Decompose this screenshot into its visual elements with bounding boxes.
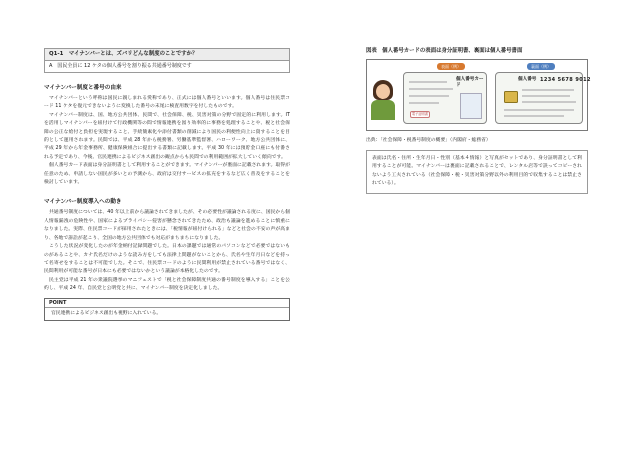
qa-answer: A 国民全員に 12 ケタの個人番号を割り振る共通番号制度です (49, 63, 192, 69)
person-illustration-icon (376, 84, 390, 99)
back-card-title: 個人番号 (518, 77, 537, 82)
back-card-illustration (495, 72, 591, 124)
section2-paragraph-3: 民主党は平成 21 年の衆議院選挙のマニフェストで「税と社会保障制度共通の番号制度を導入する」ことを公約し、平成 24 年、自民党と公明党と共に、マイナンバー制度を決定化しました。 (44, 277, 290, 292)
figure-note-text: 表面は氏名・住所・生年月日・性別（基本４情報）と写真がセットであり、身分証明書として利用することが可能。マイナンバーは裏面に記載されることで、レンタル店等で誤ってコピーされないよう工夫されている（社会保障・税・災害対策分野以外の利用目的で収集することは禁止されている）。 (372, 156, 582, 187)
person-body (371, 100, 395, 120)
qa-question: Q1-1 マイナンバーとは、ズバリどんな制度のことですか？ (45, 49, 289, 61)
section1-paragraph-2: マイナンバー制度は、国、地方公共団体、民間で、社会保障、税、災害対策の分野で固定的に利用します。IT を活用しマイナンバーを紐付けて行政機関等の間で情報連携を図り効率的に事務を処理することや、税と社会保障の公正な給付と負担を実現すること、手続簡素化や添付書類の削減により国民の利便性向上に資することを目的として運用されます。民間では、平成 28 年から税務署、労働基準監督署、ハローワーク、地方公共団体に、平成 29 年から年金事務所、健康保険組合に提出する書類に記載します。平成 30 年には預貯金口座にも付番される予定であり、今後、官民連携によるビジネス創出の観点からも民間での利用範囲が拡大していく傾向です。 (44, 112, 290, 160)
point-title: POINT (45, 299, 289, 308)
point-box (44, 298, 290, 321)
qa-box (44, 48, 290, 73)
figure-note-box (366, 150, 588, 194)
front-card-illustration (403, 72, 487, 124)
front-card-title: 個人番号カード (456, 77, 484, 88)
front-label-badge: 表面（例） (437, 63, 465, 70)
ic-chip-icon (504, 91, 518, 103)
section2-paragraph-1: 共通番号制度については、40 年以上前から議論されてきましたが、その必要性が議論される度に、国民から個人情報漏洩の危険性や、国家によるプライバシー侵害が懸念されてきたため、政治も議論を進めることに慎重になりました。実際、住民票コードが採用されたときには、「税情報が紐付けられる」などと社会の不安の声が高まり、各地で訴訟が起こり、全国の地方公共団体でも対応がまちまちになりました。 (44, 210, 290, 241)
back-card-number: 1234 5678 9012 (540, 77, 591, 83)
stamp-badge: 電子証明書 (412, 112, 428, 116)
section1-paragraph-3: 個人番号カード表面は身分証明書として利用することができます。マイナンバーが裏面に記載されます。取得が任意のため、申請しない国民が多いとの予測から、政府は交付サービスの拡充をするなど広く普及をすることを検討しています。 (44, 163, 290, 186)
section2-paragraph-2: こうした状況が変化したのが年金納付記録問題でした。日本の課題では通常のパソコンなどで必要ではないものがあることや、カナ氏名だけのような読み方をしても法律上問題がないことから、氏名や生年月日などを持って名寄せをすることは不可能でした。そこで、住民票コードのように民間利用が禁止されている番号ではなく、民間利用が可能な番号が日本にも必要ではないかという議論が本格化したのです。 (44, 244, 290, 275)
figure-source: 出典：「社会保障・税番号制度の概要」（内閣府・総務省） (366, 138, 491, 143)
card-figure (366, 59, 591, 131)
section-heading-origin: マイナンバー制度と番号の由来 (44, 85, 122, 91)
section-heading-introduction: マイナンバー制度導入への動き (44, 199, 122, 206)
right-page (320, 0, 640, 452)
back-label-badge: 裏面（例） (527, 63, 555, 70)
point-body: 官民連携によるビジネス創出も視野に入れている。 (51, 310, 162, 316)
photo-icon (460, 93, 482, 119)
section1-paragraph-1: マイナンバーという呼称は国民に親しまれる愛称であり、正式には個人番号といいます。個人番号は住民票コード 11 ケタを復元できないように変換した番号の末尾に検査用数字を付したものです。 (44, 96, 290, 110)
figure-title: 図表 個人番号カードの表面は身分証明書、裏面は個人番号書面 (366, 48, 523, 54)
